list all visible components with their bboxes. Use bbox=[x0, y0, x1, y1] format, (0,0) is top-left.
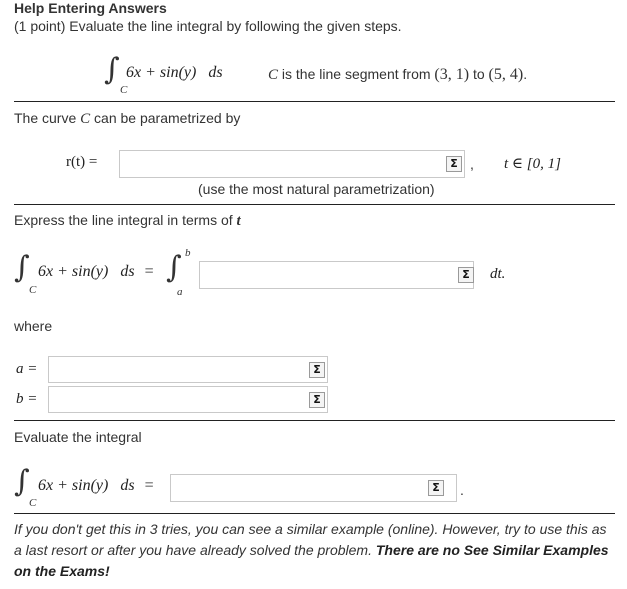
curve-variable: C bbox=[268, 67, 279, 83]
final-ds: ds bbox=[120, 477, 135, 494]
curve-description-text: is the line segment from bbox=[281, 66, 431, 82]
final-integrand-expression: 6x + sin(y) bbox=[38, 477, 109, 494]
express-variable: t bbox=[236, 213, 241, 229]
lhs-integrand-expression: 6x + sin(y) bbox=[38, 263, 109, 280]
divider-1 bbox=[14, 101, 615, 102]
b-input[interactable] bbox=[48, 386, 328, 413]
t-range: t ∈ [0, 1] bbox=[504, 156, 561, 172]
lhs-equals: = bbox=[144, 263, 154, 280]
upper-limit: b bbox=[185, 247, 191, 259]
footer-note bbox=[14, 519, 617, 582]
integral-contour-subscript: C bbox=[120, 84, 128, 96]
problem-statement: (1 point) Evaluate the line integral by following the given steps. bbox=[14, 18, 402, 34]
parametrization-input[interactable] bbox=[119, 150, 465, 178]
final-integral-sign: ∫ bbox=[14, 464, 30, 499]
equation-editor-button-b[interactable]: Σ bbox=[309, 392, 325, 408]
evaluate-heading: Evaluate the integral bbox=[14, 429, 142, 445]
curve-description bbox=[268, 66, 527, 84]
intro-text: The curve bbox=[14, 110, 77, 126]
a-label: a = bbox=[16, 361, 38, 377]
end-point: (5, 4) bbox=[488, 66, 524, 83]
final-answer-input[interactable] bbox=[170, 474, 457, 502]
lhs-contour-subscript: C bbox=[29, 284, 37, 296]
r-of-t-label: r(t) = bbox=[66, 154, 98, 170]
final-integrand bbox=[38, 477, 154, 495]
integrand-in-t-input[interactable] bbox=[199, 261, 474, 289]
equation-editor-button-r[interactable]: Σ bbox=[446, 156, 462, 172]
lhs-integral-sign: ∫ bbox=[14, 250, 30, 285]
lhs-ds: ds bbox=[120, 263, 135, 280]
equation-editor-button-a[interactable]: Σ bbox=[309, 362, 325, 378]
final-contour-subscript: C bbox=[29, 497, 37, 509]
help-entering-answers-link[interactable]: Help Entering Answers bbox=[14, 0, 167, 16]
lhs-integrand bbox=[38, 263, 154, 281]
parametrization-intro bbox=[14, 110, 240, 128]
lower-limit: a bbox=[177, 286, 183, 298]
intro-variable: C bbox=[80, 111, 91, 127]
equation-editor-button-final[interactable]: Σ bbox=[428, 480, 444, 496]
b-label: b = bbox=[16, 391, 38, 407]
equation-editor-button-integrand[interactable]: Σ bbox=[458, 267, 474, 283]
dt-text: dt. bbox=[490, 266, 506, 282]
express-heading bbox=[14, 212, 241, 230]
to-word: to bbox=[472, 66, 485, 82]
integral-sign: ∫ bbox=[104, 52, 120, 87]
divider-2 bbox=[14, 204, 615, 205]
divider-3 bbox=[14, 420, 615, 421]
a-input[interactable] bbox=[48, 356, 328, 383]
rhs-integral-sign: ∫ bbox=[166, 250, 182, 285]
parametrization-hint: (use the most natural parametrization) bbox=[198, 181, 435, 197]
footer-normal-text: If you don't get this in 3 tries, you can see a similar example (online). However, try to use this as a last resort or after you have already solved the problem. bbox=[14, 521, 607, 558]
comma: , bbox=[470, 156, 474, 172]
where-text: where bbox=[14, 318, 53, 334]
ds-text: ds bbox=[208, 64, 223, 81]
period: . bbox=[523, 66, 528, 82]
final-equals: = bbox=[144, 477, 154, 494]
problem-integrand bbox=[126, 64, 223, 82]
final-period: . bbox=[460, 482, 464, 498]
start-point: (3, 1) bbox=[434, 66, 470, 83]
express-text: Express the line integral in terms of bbox=[14, 212, 233, 228]
divider-4 bbox=[14, 513, 615, 514]
footer-bold-text: There are no See Similar Examples on the Exams! bbox=[14, 542, 609, 579]
integrand-expression: 6x + sin(y) bbox=[126, 64, 197, 81]
intro-rest: can be parametrized by bbox=[94, 110, 241, 126]
